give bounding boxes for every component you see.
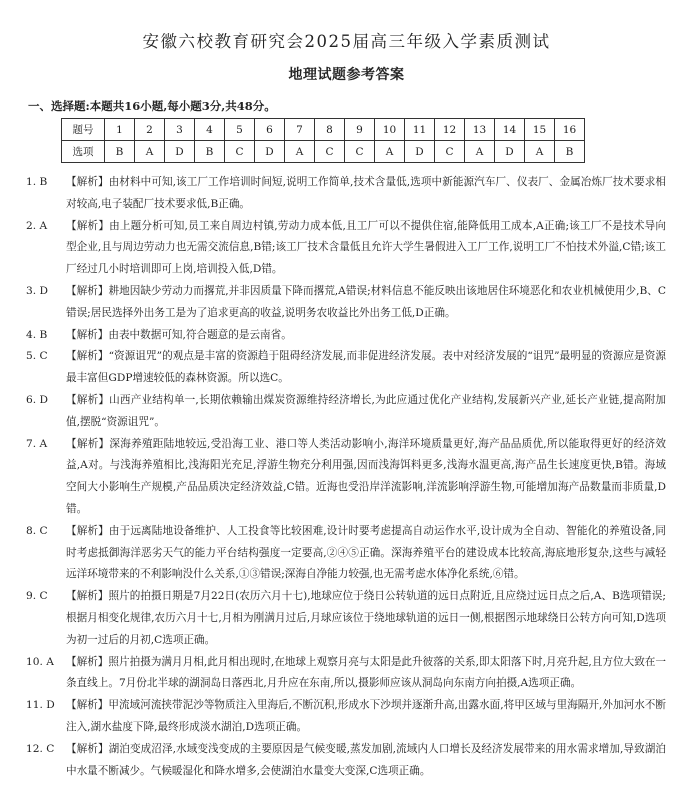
explanation-number: 6. D [26,393,48,406]
question-number-cell: 5 [225,119,255,141]
explanation-text: 【解析】由于远离陆地设备维护、人工投食等比较困难,设计时要考虑提高自动运作水平,设计成为全自动、智能化的养殖设备,同时考虑抵御海洋恶劣天气的能力平台结构强度一定要高,②④⑤正确。深海养殖平台的建设成本比较高,海底地形复杂,这些与减轻远洋环境带来的不利影响没什么关系,①③错误;深海自净能力较强,也无需考虑水体净化系统,⑥错。 [66,524,666,581]
question-number-cell: 7 [285,119,315,141]
document-title: 安徽六校教育研究会2025届高三年级入学素质测试 [142,32,551,51]
answer-option-cell: A [135,141,165,163]
explanation-number: 3. D [26,284,48,297]
explanation-number: 8. C [26,524,48,537]
answer-option-cell: C [345,141,375,163]
answer-option-cell: B [105,141,135,163]
explanation-text: 【解析】山西产业结构单一,长期依赖输出煤炭资源维持经济增长,为此应通过优化产业结构,发展新兴产业,延长产业链,提高附加值,摆脱“资源诅咒”。 [66,393,666,428]
question-number-cell: 4 [195,119,225,141]
row-label-number: 题号 [62,119,105,141]
explanation-item [26,281,666,325]
section-heading: 一、选择题:本题共16小题,每小题3分,共48分。 [28,99,276,113]
explanation-text: 【解析】深海养殖距陆地较远,受沿海工业、港口等人类活动影响小,海洋环境质量更好,海产品品质优,所以能取得更好的经济效益,A对。与浅海养殖相比,浅海阳光充足,浮游生物充分利用强,因而浅海饵料更多,浅海水温更高,海产品生长速度更快,B错。海域空间大小影响生产规模,产品品质决定经济效益,C错。近海也受沿岸洋流影响,洋流影响浮游生物,可能增加海产品数量而非质量,D错。 [66,437,666,515]
question-number-row [62,119,585,141]
question-number-cell: 8 [315,119,345,141]
explanation-text: 【解析】“资源诅咒”的观点是丰富的资源趋于阻碍经济发展,而非促进经济发展。表中对经济发展的“诅咒”最明显的资源应是资源最丰富但GDP增速较低的森林资源。所以选C。 [66,350,666,385]
document-subtitle: 地理试题参考答案 [288,67,405,83]
question-number-cell: 10 [375,119,405,141]
explanation-item [26,652,666,696]
explanation-item [26,695,666,739]
answer-option-cell: A [285,141,315,163]
explanation-item [26,390,666,434]
explanation-list [26,172,666,782]
explanation-text: 【解析】由表中数据可知,符合题意的是云南省。 [66,328,292,341]
explanation-text: 【解析】由材料中可知,该工厂工作培训时间短,说明工作简单,技术含量低,选项中新能源汽车厂、仪表厂、金属冶炼厂技术要求相对较高,电子装配厂技术要求低,B正确。 [66,176,666,210]
explanation-item [26,216,666,281]
answer-option-cell: A [375,141,405,163]
explanation-text: 【解析】照片拍摄为满月月相,此月相出现时,在地球上观察月亮与太阳是此升彼落的关系,即太阳落下时,月亮升起,且方位大致在一条直线上。7月份北半球的湖洞岛日落西北,月升应在东南,所以,摄影师应该从洞岛向东南方向拍摄,A选项正确。 [66,655,666,690]
explanation-text: 【解析】甲流域河流挟带泥沙等物质注入里海后,不断沉积,形成水下沙坝并逐渐升高,出露水面,将甲区域与里海隔开,外加河水不断注入,湖水盐度下降,最终形成淡水湖泊,D选项正确。 [66,699,666,733]
explanation-text: 【解析】照片的拍摄日期是7月22日(农历六月十七),地球应位于绕日公转轨道的远日点附近,且应绕过远日点之后,A、B选项错误;根据月相变化规律,农历六月十七,月相为刚满月过后,月球应该位于绕地球轨道的远日一侧,根据图示地球绕日公转方向可知,D选项为初一过后的月初,C选项正确。 [66,590,666,646]
question-number-cell: 14 [495,119,525,141]
answer-table [61,118,585,163]
answer-option-cell: B [195,141,225,163]
explanation-item [26,346,666,390]
explanation-number: 9. C [26,590,48,603]
explanation-item [26,434,666,521]
answer-option-cell: B [555,141,585,163]
answer-option-cell: C [435,141,465,163]
explanation-item [26,586,666,651]
explanation-text: 【解析】耕地因缺少劳动力而撂荒,并非因质量下降而撂荒,A错误;材料信息不能反映出该地居住环境恶化和农业机械使用少,B、C错误;居民选择外出务工是为了追求更高的收益,说明务农收益比外出务工低,D正确。 [66,284,666,319]
answer-option-cell: D [495,141,525,163]
explanation-number: 2. A [26,219,48,232]
explanation-number: 12. C [26,742,55,755]
answer-option-cell: D [165,141,195,163]
explanation-number: 5. C [26,350,48,363]
answer-option-cell: A [525,141,555,163]
answer-option-cell: D [255,141,285,163]
question-number-cell: 12 [435,119,465,141]
answer-option-row [62,141,585,163]
answer-option-cell: D [405,141,435,163]
question-number-cell: 11 [405,119,435,141]
question-number-cell: 16 [555,119,585,141]
explanation-number: 7. A [26,437,48,450]
question-number-cell: 9 [345,119,375,141]
explanation-item [26,521,666,586]
question-number-cell: 1 [105,119,135,141]
question-number-cell: 13 [465,119,495,141]
explanation-item [26,325,666,347]
explanation-text: 【解析】由上题分析可知,员工来自周边村镇,劳动力成本低,且工厂可以不提供住宿,能降低用工成本,A正确;该工厂不是技术导向型企业,且与周边劳动力也无需交流信息,B错;该工厂技术含量低且允许大学生暑假进入工厂工作,说明工厂不怕技术外溢,C错;该工厂经过几小时培训即可上岗,培训投入低,D错。 [66,219,666,276]
explanation-number: 10. A [26,655,54,668]
answer-option-cell: C [225,141,255,163]
explanation-item [26,739,666,783]
explanation-number: 11. D [26,699,55,712]
explanation-number: 1. B [26,176,48,188]
question-number-cell: 2 [135,119,165,141]
answer-option-cell: C [315,141,345,163]
explanation-text: 【解析】湖泊变成沼泽,水域变浅变成的主要原因是气候变暖,蒸发加剧,流域内人口增长及经济发展带来的用水需求增加,导致湖泊中水量不断减少。气候暖湿化和降水增多,会使湖泊水量变大变深,C选项正确。 [66,742,666,777]
answer-option-cell: A [465,141,495,163]
explanation-item [26,172,666,216]
question-number-cell: 6 [255,119,285,141]
explanation-number: 4. B [26,328,48,341]
question-number-cell: 15 [525,119,555,141]
question-number-cell: 3 [165,119,195,141]
row-label-option: 选项 [62,141,105,163]
